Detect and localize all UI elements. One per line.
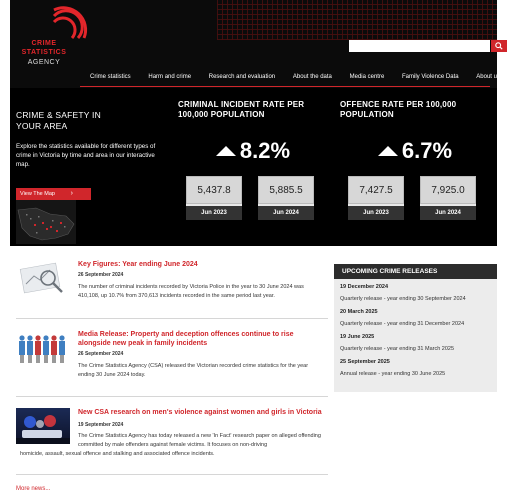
news-summary: The number of criminal incidents recorded by Victoria Police in the year to 30 June 2024 was 410,108, up 10.7% from 370,613 incidents recorded in the same period last year.	[78, 284, 304, 299]
arrow-up-icon	[216, 146, 236, 156]
nav-item-about-the-data[interactable]: About the data	[292, 74, 332, 80]
nav-item-about-us[interactable]: About us	[476, 74, 500, 80]
release-date: 20 March 2025	[340, 309, 378, 315]
stat-value: 7,427.5	[348, 176, 404, 204]
news-divider	[16, 474, 328, 475]
stat-title-line1: OFFENCE RATE PER 100,000	[340, 100, 457, 109]
stat-period-label: Jun 2023	[186, 206, 242, 220]
release-description: Quarterly release - year ending 31 March 2025	[340, 346, 455, 352]
upcoming-releases-heading: UPCOMING CRIME RELEASES	[334, 264, 497, 279]
stat-period-label: Jun 2024	[420, 206, 476, 220]
chevron-right-icon: ›	[70, 190, 73, 197]
arrow-up-icon	[378, 146, 398, 156]
news-thumbnail-people[interactable]	[16, 330, 70, 366]
logo-text-line3: AGENCY	[27, 59, 61, 66]
nav-item-crime-statistics[interactable]: Crime statistics	[90, 74, 131, 80]
release-date: 25 September 2025	[340, 359, 390, 365]
offence-rate-title	[340, 100, 490, 120]
view-map-button[interactable]	[16, 188, 91, 200]
stat-box-jun-2024	[420, 176, 476, 220]
hero-title-line2: YOUR AREA	[16, 121, 68, 131]
release-date: 19 December 2024	[340, 284, 389, 290]
nav-item-family-violence-data[interactable]: Family Violence Data	[402, 74, 459, 80]
stat-period-label: Jun 2023	[348, 206, 404, 220]
nav-item-harm-and-crime[interactable]: Harm and crime	[148, 74, 192, 80]
hero-intro	[16, 110, 156, 169]
logo-text-line1: CRIME	[31, 40, 57, 47]
agency-logo[interactable]	[14, 8, 94, 68]
stat-value: 5,437.8	[186, 176, 242, 204]
criminal-incident-rate-title	[178, 100, 328, 120]
stat-box-jun-2024	[258, 176, 314, 220]
search-input[interactable]	[349, 40, 490, 52]
site-header	[10, 0, 500, 88]
release-description: Annual release - year ending 30 June 2025	[340, 371, 446, 377]
signal-arcs-icon	[50, 8, 90, 42]
stat-value: 5,885.5	[258, 176, 314, 204]
stat-change-value: 8.2%	[239, 138, 291, 163]
victoria-map-thumbnail[interactable]	[16, 200, 76, 244]
news-date: 26 September 2024	[78, 351, 124, 357]
news-title-link[interactable]: Key Figures: Year ending June 2024	[78, 261, 198, 268]
stat-box-jun-2023	[186, 176, 242, 220]
news-title-link[interactable]: Media Release: Property and deception offences continue to rise alongside new peak in family incidents	[78, 331, 294, 347]
view-map-label: View The Map	[20, 191, 55, 197]
nav-underline	[80, 86, 490, 87]
news-divider	[16, 318, 328, 319]
stat-title-line1: CRIMINAL INCIDENT RATE PER	[178, 100, 305, 109]
news-thumbnail-police-lights[interactable]	[16, 408, 70, 444]
hero-section	[10, 88, 497, 246]
offence-rate-panel	[340, 100, 490, 216]
stat-change	[340, 138, 490, 164]
release-description: Quarterly release - year ending 31 December 2024	[340, 321, 465, 327]
news-thumbnail-magnifier[interactable]	[16, 260, 70, 296]
news-divider	[16, 396, 328, 397]
news-summary: The Crime Statistics Agency (CSA) released the Victorian recorded crime statistics for the year ending 30 June 2024 today.	[78, 363, 309, 378]
stat-change-value: 6.7%	[401, 138, 453, 163]
news-item	[16, 408, 328, 468]
logo-text-line2: STATISTICS	[21, 49, 67, 56]
stat-change	[178, 138, 328, 164]
nav-item-research-and-evaluation[interactable]: Research and evaluation	[208, 74, 276, 80]
hero-title-line1: CRIME & SAFETY IN	[16, 110, 101, 120]
release-date: 19 June 2025	[340, 334, 375, 340]
news-summary-continued: homicide, assault, sexual offence and stalking and associated offence incidents.	[20, 451, 215, 457]
release-description: Quarterly release - year ending 30 September 2024	[340, 296, 466, 302]
news-date: 26 September 2024	[78, 272, 124, 278]
hero-description: Explore the statistics available for different types of crime in Victoria by time and area in our interactive map.	[16, 143, 156, 168]
criminal-incident-rate-panel	[178, 100, 328, 216]
stat-box-jun-2023	[348, 176, 404, 220]
stat-value: 7,925.0	[420, 176, 476, 204]
stat-period-label: Jun 2024	[258, 206, 314, 220]
more-news-link[interactable]: More news...	[16, 486, 51, 492]
search-button[interactable]	[491, 40, 507, 52]
search-icon	[495, 42, 503, 50]
news-item	[16, 330, 328, 390]
upcoming-releases-panel	[334, 264, 497, 392]
nav-item-media-centre[interactable]: Media centre	[349, 74, 385, 80]
stat-title-line2: POPULATION	[340, 110, 394, 119]
news-date: 19 September 2024	[78, 422, 124, 428]
news-title-link[interactable]: New CSA research on men's violence against women and girls in Victoria	[78, 409, 322, 416]
hero-title	[16, 110, 156, 132]
news-summary: The Crime Statistics Agency has today released a new 'In Fact' research paper on alleged offending committed by male offenders against female victims. It focuses on non-driving	[78, 433, 321, 448]
news-item	[16, 260, 328, 320]
stat-title-line2: 100,000 POPULATION	[178, 110, 265, 119]
header-pixel-pattern	[217, 0, 497, 40]
main-nav	[90, 70, 500, 84]
